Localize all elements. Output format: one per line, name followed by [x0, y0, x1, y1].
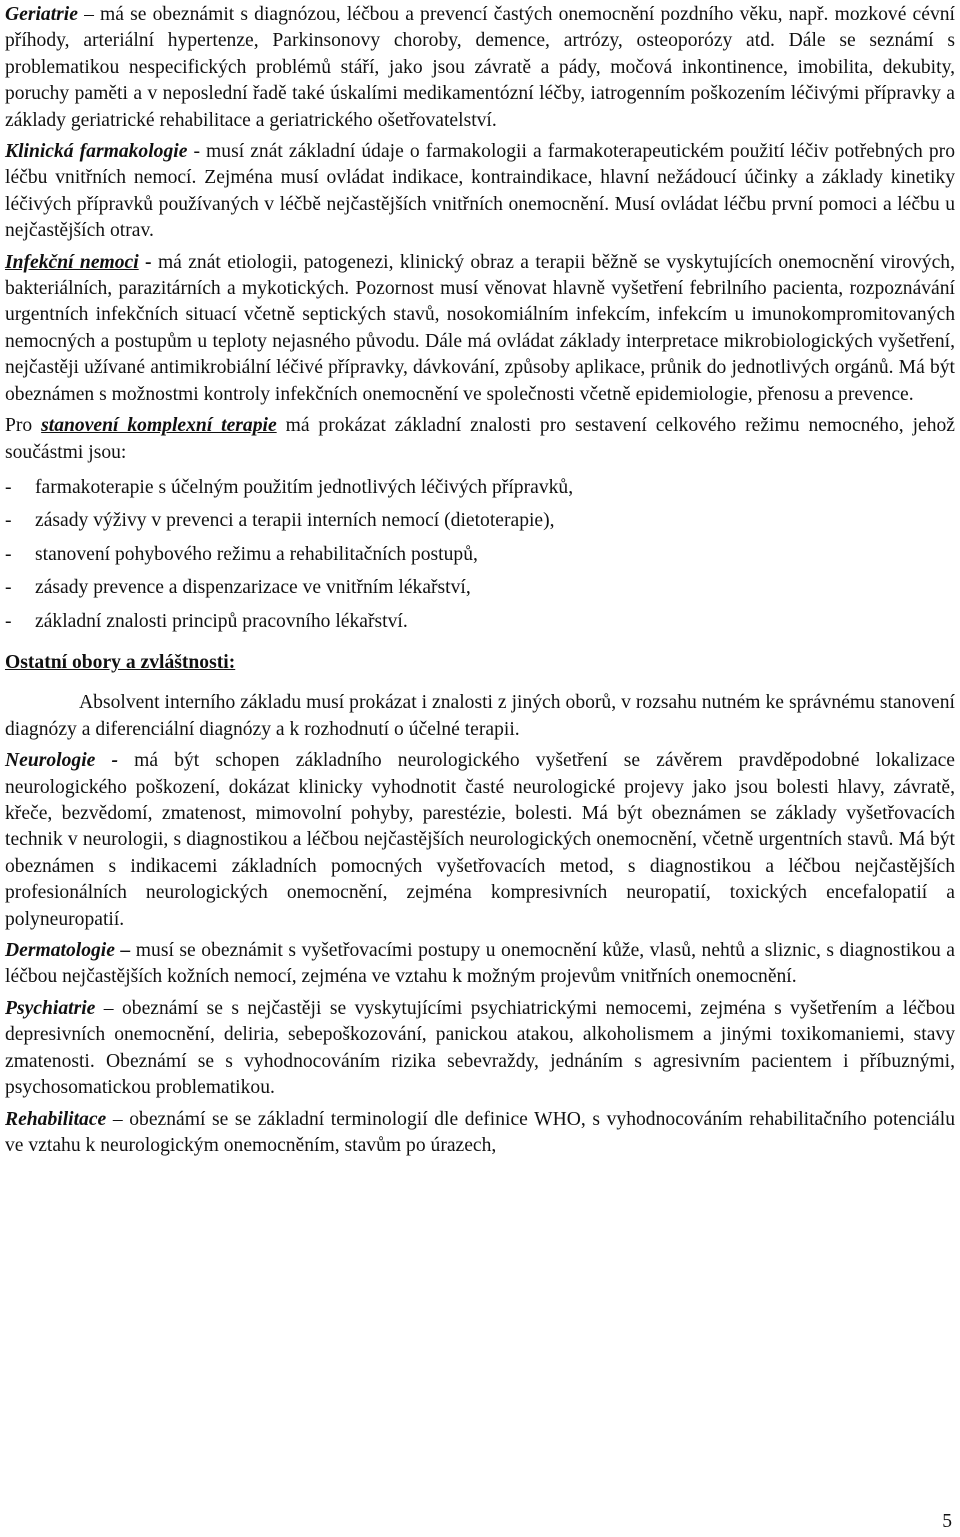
text-infekcni-nemoci: má znát etiologii, patogenezi, klinický obraz a terapii běžně se vyskytujících onemocnění virových, bakteriálních, parazitárních a mykotických. Pozornost musí věnovat hlavně vyšetření febrilního pacienta, rozpoznávání urgentních infekčních situací včetně septických stavů, nosokomiálním infekcím, infekcím u imunokompromitovaných nemocných a postupům u teploty nejasného původu. Dále má ovládat základy interpretace mikrobiologických vyšetření, nejčastěji užívané antimikrobiální léčivé přípravky, dávkování, způsoby aplikace, průnik do jednotlivých orgánů. Má být obeznámen s možnostmi kontroly infekčních onemocnění ve společnosti včetně epidemiologie, přenosu a prevence.: [5, 251, 955, 405]
paragraph-dermatologie: [5, 938, 955, 991]
list-item-text: farmakoterapie s účelným použitím jednotlivých léčivých přípravků,: [35, 476, 574, 498]
term-dermatologie: Dermatologie –: [5, 940, 131, 962]
paragraph-klinicka-farmakologie: [5, 139, 955, 245]
dash-marker: -: [5, 543, 12, 565]
bullet-list: [5, 471, 955, 639]
text-komplexni-terapie: má prokázat základní znalosti pro sestavení celkového režimu nemocného, jehož součástmi jsou:: [5, 415, 956, 463]
paragraph-komplexni-terapie: [5, 413, 955, 466]
term-klinicka-farmakologie: Klinická farmakologie: [5, 141, 188, 163]
prefix-komplexni-terapie: Pro: [5, 415, 42, 437]
term-neurologie: Neurologie -: [5, 750, 118, 772]
text-klinicka-farmakologie: - musí znát základní údaje o farmakologii a farmakoterapeutickém použití léčiv potřebných pro léčbu vnitřních nemocí. Zejména musí ovládat indikace, kontraindikace, hlavní nežádoucí účinky a základy kinetiky léčivých přípravků používaných v léčbě nejčastějších vnitřních onemocnění. Musí ovládat léčbu první pomoci a léčbu u nejčastějších otrav.: [5, 141, 955, 242]
list-item-text: zásady prevence a dispenzarizace ve vnitřním lékařství,: [35, 577, 471, 599]
paragraph-rehabilitace: [5, 1107, 955, 1160]
list-item: [5, 571, 955, 605]
term-rehabilitace: Rehabilitace: [5, 1108, 107, 1130]
paragraph-neurologie: [5, 748, 955, 933]
paragraph-geriatrie: [5, 2, 955, 134]
dash-marker: -: [5, 610, 12, 632]
section-heading: Ostatní obory a zvláštnosti:: [5, 652, 236, 674]
term-infekcni-nemoci: Infekční nemoci: [5, 251, 139, 273]
dash-marker: -: [5, 510, 12, 532]
text-neurologie: má být schopen základního neurologického vyšetření se závěrem pravděpodobné lokalizace neurologického poškození, dokázat klinicky vyhodnotit časté neurologické projevy jako jsou bolesti hlavy, závratě, křeče, bezvědomí, zmatenost, mimovolní pohyby, parestézie, bolesti. Má být obeznámen se základy vyšetřovacích technik v neurologii, s diagnostikou a léčbou nejčastějších neurologických onemocnění, včetně urgentních stavů. Má být obeznámen s indikacemi základních pomocných vyšetřovacích metod, s diagnostikou a léčbou nejčastějších profesionálních neurologických onemocnění, zejména kompresivních neuropatií, toxických encefalopatií a polyneuropatií.: [5, 750, 955, 930]
list-item-text: stanovení pohybového režimu a rehabilitačních postupů,: [35, 543, 478, 565]
text-psychiatrie: – obeznámí se s nejčastěji se vyskytujícími psychiatrickými nemocemi, zejména s vyšetřením a léčbou depresivních onemocnění, deliria, sebepoškozování, panickou atakou, alkoholismem a jinými toxikomaniemi, stavy zmatenosti. Obeznámí se s vyhodnocováním rizika sebevraždy, jednáním s agresivním pacientem i příbuznými, psychosomatickou problematikou.: [5, 997, 955, 1099]
term-psychiatrie: Psychiatrie: [5, 997, 96, 1019]
paragraph-section-intro: Absolvent interního základu musí prokázat i znalosti z jiných oborů, v rozsahu nutném ke správnému stanovení diagnózy a diferenciální diagnózy a k rozhodnutí o účelné terapii.: [5, 692, 955, 740]
text-dermatologie: musí se obeznámit s vyšetřovacími postupy u onemocnění kůže, vlasů, nehtů a sliznic, s diagnostikou a léčbou nejčastějších kožních nemocí, zejména ve vztahu k možným projevům vnitřních onemocnění.: [5, 940, 955, 988]
paragraph-psychiatrie: [5, 996, 955, 1102]
list-item: [5, 504, 955, 538]
page-number: 5: [942, 1511, 952, 1532]
list-item: [5, 471, 955, 505]
list-item-text: základní znalosti principů pracovního lékařství.: [35, 610, 408, 632]
list-item: [5, 605, 955, 639]
text-rehabilitace: – obeznámí se se základní terminologií dle definice WHO, s vyhodnocováním rehabilitačního potenciálu ve vztahu k neurologickým onemocněním, stavům po úrazech,: [5, 1108, 955, 1156]
paragraph-infekcni-nemoci: [5, 250, 955, 408]
term-geriatrie: Geriatrie: [5, 4, 78, 25]
dash-marker: -: [5, 577, 12, 599]
document-page: [5, 2, 955, 1164]
dash-infekcni-nemoci: -: [138, 251, 158, 273]
dash-marker: -: [5, 476, 12, 498]
list-item: [5, 538, 955, 572]
term-komplexni-terapie: stanovení komplexní terapie: [41, 415, 277, 437]
list-item-text: zásady výživy v prevenci a terapii interních nemocí (dietoterapie),: [35, 510, 555, 532]
text-geriatrie: – má se obeznámit s diagnózou, léčbou a prevencí častých onemocnění pozdního věku, např. mozkové cévní příhody, arteriální hypertenze, Parkinsonovy choroby, demence, artrózy, osteoporózy atd. Dále se seznámí s problematikou nespecifických problémů stáří, jako jsou závratě a pády, močová inkontinence, imobilita, dekubity, poruchy paměti a v neposlední řadě také úskalími medikamentózní léčby, iatrogenním poškozením léčivými přípravky a základy geriatrické rehabilitace a geriatrického ošetřovatelství.: [5, 4, 955, 131]
